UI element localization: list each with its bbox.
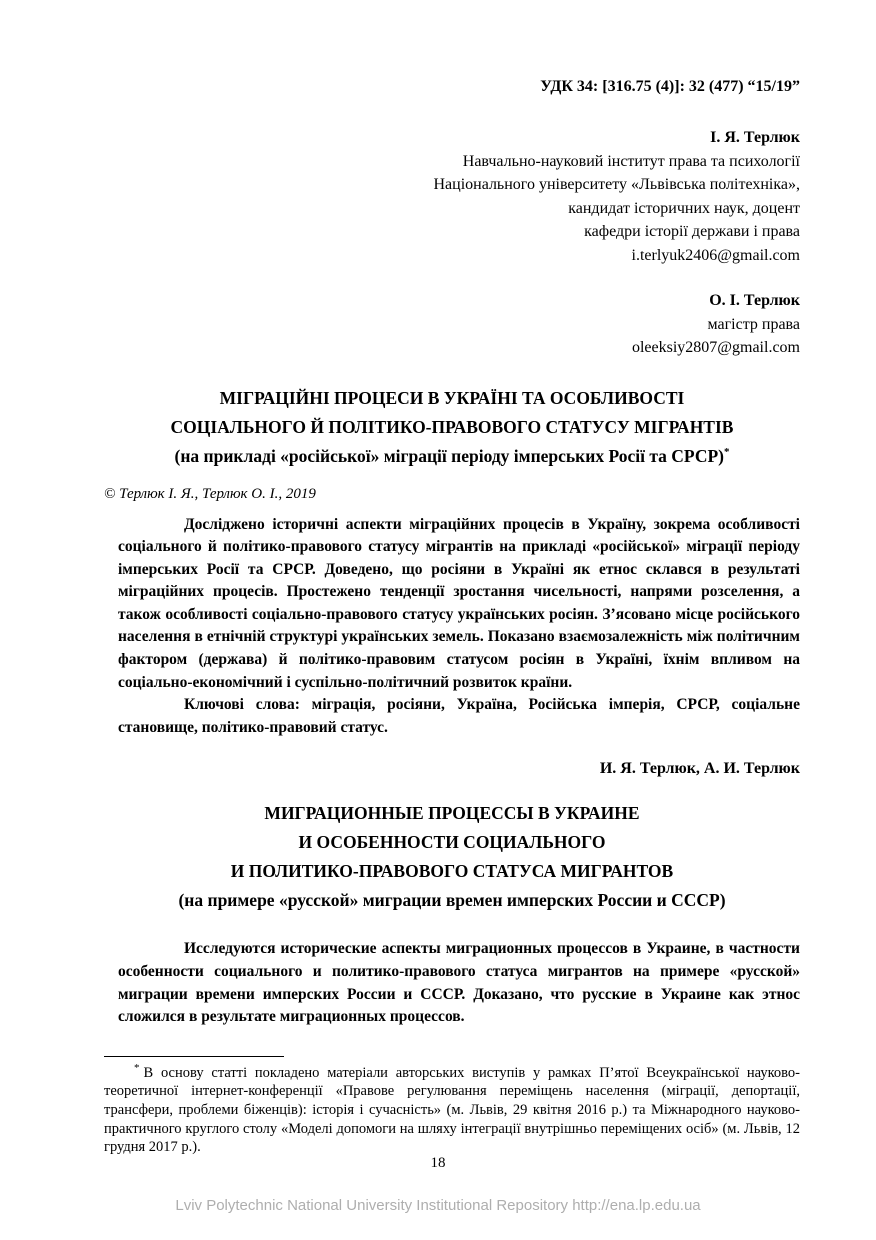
repository-footer-link[interactable]: Lviv Polytechnic National University Institutional Repository http://ena.lp.edu.ua: [175, 1197, 701, 1214]
author-affiliation-line: кафедри історії держави і права: [584, 223, 800, 240]
article-title-line: МІГРАЦІЙНІ ПРОЦЕСИ В УКРАЇНІ ТА ОСОБЛИВОСТІ: [219, 387, 685, 408]
author-affiliation-line: Навчально-науковий інститут права та психології: [462, 152, 800, 170]
authors-ru-line: И. Я. Терлюк, А. И. Терлюк: [599, 760, 800, 778]
copyright-line: © Терлюк І. Я., Терлюк О. І., 2019: [104, 485, 316, 502]
author-affiliation-line: магістр права: [707, 315, 800, 333]
author-affiliation-line: кандидат історичних наук, доцент: [568, 199, 800, 217]
footnote-text: * В основу статті покладено матеріали авторських виступів у рамках П’ятої Всеукраїнської науково-теоретичної інтернет-конференції «Правове регулювання переміщень населення (міграції, депортації, трансфери, проблеми біженців): історія і сучасність» (м. Львів, 29 квітня 2016 р.) та Міжнародного науково-практичного круглого столу «Моделі допомоги на шляху інтеграції внутрішньо переміщених осіб» (м. Львів, 12 грудня 2017 р.).: [104, 1061, 800, 1156]
article-title-ru-line: И ОСОБЕННОСТИ СОЦИАЛЬНОГО: [298, 832, 606, 853]
footnote-marker: *: [134, 1061, 140, 1074]
article-title-line: (на прикладі «російської» міграції періоду імперських Росії та СРСР)*: [174, 445, 730, 466]
author-name: І. Я. Терлюк: [710, 129, 800, 146]
author-block-2: [104, 289, 800, 360]
abstract-ru: [118, 938, 800, 1028]
abstract-ru-body: Исследуются исторические аспекты миграционных процессов в Украине, в частности особенности социального и политико-правового статуса мигрантов на примере «русской» миграции времени имперских России и СССР. Доказано, что русские в Украине как этнос сложился в результате миграционных процессов.: [118, 940, 800, 1026]
footnote-reference: *: [723, 445, 730, 458]
article-title-ru-line: МИГРАЦИОННЫЕ ПРОЦЕССЫ В УКРАИНЕ: [264, 803, 640, 824]
abstract-ua-body: Досліджено історичні аспекти міграційних процесів в Україну, зокрема особливості соціального й політико-правового статусу мігрантів на прикладі «російської» міграції періоду імперських Росії та СРСР. Доведено, що росіяни в Україні як етнос склався в результаті міграційних процесів. Простежено тенденції зростання чисельності, напрями розселення, а також особливості соціально-правового статусу українських росіян. З’ясовано місце російського населення в етнічній структурі українських земель. Показано взаємозалежність між політичним фактором (держава) й політико-правовим статусом росіян в Україні, їхнім впливом на соціально-економічний і суспільно-політичний розвиток країни.: [118, 515, 800, 691]
keywords-ua: Ключові слова: міграція, росіяни, Україна, Російська імперія, СРСР, соціальне становище, політико-правовий статус.: [118, 696, 800, 736]
author-block-1: [104, 126, 800, 267]
page-number: 18: [430, 1155, 446, 1171]
udk-classification: УДК 34: [316.75 (4)]: 32 (477) “15/19”: [540, 78, 800, 95]
article-title-ru-line: (на примере «русской» миграции времен имперских России и СССР): [178, 890, 726, 911]
author-email-link[interactable]: oleeksiy2807@gmail.com: [631, 339, 800, 356]
author-affiliation-line: Національного університету «Львівська політехніка»,: [433, 176, 800, 193]
footnote: [104, 1061, 800, 1157]
article-title-ru-line: И ПОЛИТИКО-ПРАВОВОГО СТАТУСА МИГРАНТОВ: [230, 861, 674, 882]
footnote-separator: [104, 1056, 284, 1057]
author-email-link[interactable]: i.terlyuk2406@gmail.com: [631, 246, 800, 264]
article-title-line: СОЦІАЛЬНОГО Й ПОЛІТИКО-ПРАВОВОГО СТАТУСУ МІГРАНТІВ: [170, 416, 734, 437]
article-title-ru: [104, 799, 800, 915]
author-name: О. І. Терлюк: [709, 292, 800, 309]
abstract-ua: [118, 514, 800, 740]
article-title-ua: [104, 384, 800, 471]
